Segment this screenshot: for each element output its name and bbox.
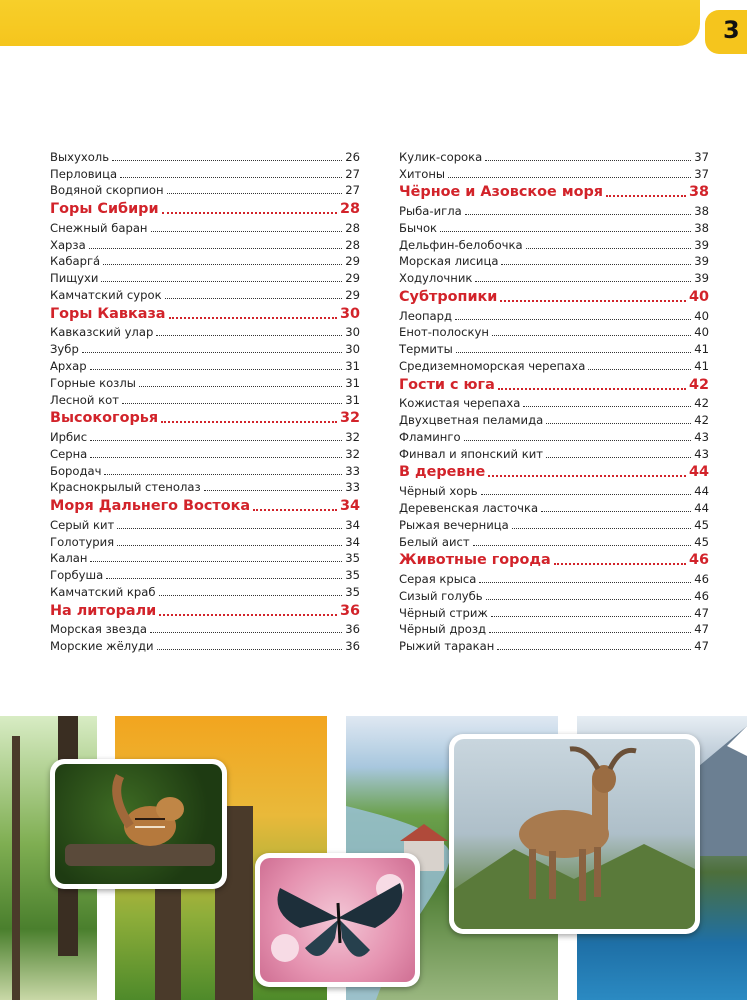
toc-entry — [399, 515, 709, 532]
dot-leader — [485, 160, 691, 161]
dot-leader — [167, 193, 343, 194]
toc-page-number: 38 — [688, 184, 709, 201]
dot-leader — [498, 388, 686, 390]
toc-title: Архар — [50, 358, 87, 373]
toc-title: Камчатский сурок — [50, 287, 162, 302]
toc-page-number: 33 — [345, 480, 360, 495]
toc-title: Краснокрылый стенолаз — [50, 480, 201, 495]
toc-page-number: 42 — [694, 413, 709, 428]
toc-title: Дельфин-белобочка — [399, 237, 523, 252]
toc-title: Кабарга́ — [50, 254, 101, 269]
toc-title: Морские жёлуди — [50, 639, 154, 654]
toc-title: Серна — [50, 446, 88, 461]
toc-page-number: 41 — [694, 358, 709, 373]
toc-title: Серая крыса — [399, 571, 477, 586]
toc-title: Чёрное и Азовское моря — [399, 184, 604, 201]
dot-leader — [157, 649, 343, 650]
dot-leader — [465, 214, 692, 215]
mountain-goat-icon — [454, 739, 695, 929]
dot-leader — [122, 403, 342, 404]
toc-page-number: 44 — [688, 464, 709, 481]
dot-leader — [120, 177, 342, 178]
toc-title: Белый аист — [399, 534, 470, 549]
dot-leader — [150, 632, 342, 633]
toc-page-number: 34 — [339, 497, 360, 514]
toc-title: Камчатский краб — [50, 584, 156, 599]
toc-title: Морская звезда — [50, 622, 148, 637]
toc-title: Кожистая черепаха — [399, 396, 521, 411]
dot-leader — [448, 177, 691, 178]
toc-page-number: 31 — [345, 375, 360, 390]
toc-title: Горы Сибири — [50, 200, 159, 217]
toc-entry — [50, 339, 360, 356]
toc-page-number: 40 — [694, 325, 709, 340]
dot-leader — [151, 231, 343, 232]
toc-title: Чёрный дрозд — [399, 622, 487, 637]
dot-leader — [501, 264, 691, 265]
toc-title: Чёрный стриж — [399, 605, 488, 620]
dot-leader — [492, 335, 691, 336]
toc-title: Кулик-сорока — [399, 149, 483, 164]
toc-entry — [399, 356, 709, 373]
toc-title: Леопард — [399, 308, 453, 323]
toc-section-heading — [399, 285, 709, 306]
toc-page-number: 33 — [345, 463, 360, 478]
toc-entry — [50, 478, 360, 495]
toc-section-heading — [50, 407, 360, 428]
page-number: 3 — [705, 10, 747, 54]
toc-page-number: 46 — [688, 552, 709, 569]
toc-title: Снежный баран — [50, 220, 148, 235]
toc-entry — [50, 390, 360, 407]
dot-leader — [606, 195, 686, 197]
dot-leader — [455, 319, 691, 320]
toc-page-number: 34 — [345, 517, 360, 532]
toc-page-number: 44 — [694, 484, 709, 499]
dot-leader — [489, 632, 691, 633]
toc-title: Финвал и японский кит — [399, 446, 543, 461]
toc-entry — [50, 218, 360, 235]
toc-section-heading — [50, 302, 360, 323]
toc-page-number: 37 — [694, 149, 709, 164]
toc-title: Кавказский улар — [50, 325, 154, 340]
toc-page-number: 35 — [345, 568, 360, 583]
toc-title: Калан — [50, 551, 88, 566]
dot-leader — [491, 616, 691, 617]
toc-title: Перловица — [50, 166, 118, 181]
toc-entry — [399, 410, 709, 427]
toc-section-heading — [399, 181, 709, 202]
toc-section-heading — [399, 549, 709, 570]
toc-page-number: 28 — [339, 200, 360, 217]
toc-section-heading — [50, 494, 360, 515]
toc-title: Хитоны — [399, 166, 446, 181]
toc-entry — [50, 164, 360, 181]
toc-entry — [50, 515, 360, 532]
dot-leader — [456, 352, 691, 353]
toc-page-number: 38 — [694, 203, 709, 218]
toc-entry — [399, 427, 709, 444]
toc-entry — [50, 427, 360, 444]
toc-page-number: 27 — [345, 183, 360, 198]
chipmunk-photo — [55, 764, 222, 884]
toc-title: На литорали — [50, 602, 157, 619]
toc-title: Рыжая вечерница — [399, 517, 509, 532]
toc-title: Животные города — [399, 552, 551, 569]
toc-page-number: 29 — [345, 254, 360, 269]
toc-page-number: 36 — [345, 639, 360, 654]
toc-page-number: 31 — [345, 358, 360, 373]
toc-entry — [50, 565, 360, 582]
dot-leader — [104, 474, 342, 475]
dot-leader — [159, 614, 337, 616]
dot-leader — [161, 421, 337, 423]
toc-title: Моря Дальнего Востока — [50, 497, 251, 514]
dot-leader — [90, 440, 342, 441]
toc-page-number: 28 — [345, 220, 360, 235]
toc-title: Рыжий таракан — [399, 639, 495, 654]
toc-page-number: 40 — [688, 288, 709, 305]
toc-entry — [399, 339, 709, 356]
toc-entry — [399, 481, 709, 498]
toc-entry — [399, 569, 709, 586]
toc-page-number: 30 — [345, 342, 360, 357]
toc-entry — [399, 636, 709, 653]
toc-page-number: 36 — [339, 602, 360, 619]
toc-page-number: 41 — [694, 342, 709, 357]
toc-page-number: 45 — [694, 517, 709, 532]
dot-leader — [554, 563, 686, 565]
toc-page-number: 35 — [345, 584, 360, 599]
toc-entry — [50, 181, 360, 198]
toc-entry — [50, 356, 360, 373]
dot-leader — [117, 528, 342, 529]
dot-leader — [479, 582, 691, 583]
toc-entry — [399, 323, 709, 340]
toc-page-number: 32 — [345, 446, 360, 461]
toc-left-column — [50, 147, 360, 653]
toc-section-heading — [399, 461, 709, 482]
toc-right-column — [399, 147, 709, 653]
toc-entry — [399, 444, 709, 461]
dot-leader — [546, 457, 691, 458]
toc-entry — [50, 268, 360, 285]
dot-leader — [546, 423, 691, 424]
toc-entry — [399, 235, 709, 252]
toc-title: Гости с юга — [399, 376, 495, 393]
dot-leader — [82, 352, 342, 353]
toc-page-number: 39 — [694, 271, 709, 286]
toc-page-number: 43 — [694, 446, 709, 461]
toc-entry — [50, 532, 360, 549]
toc-page-number: 36 — [345, 622, 360, 637]
toc-page-number: 38 — [694, 220, 709, 235]
toc-section-heading — [50, 197, 360, 218]
dot-leader — [541, 511, 691, 512]
toc-page-number: 47 — [694, 622, 709, 637]
toc-entry — [50, 147, 360, 164]
toc-title: Термиты — [399, 342, 453, 357]
dot-leader — [117, 545, 342, 546]
toc-page-number: 35 — [345, 551, 360, 566]
toc-entry — [50, 444, 360, 461]
dot-leader — [464, 440, 692, 441]
toc-title: Сизый голубь — [399, 588, 483, 603]
toc-entry — [399, 252, 709, 269]
dot-leader — [588, 369, 691, 370]
toc-entry — [50, 323, 360, 340]
dot-leader — [103, 264, 342, 265]
toc-title: Горбуша — [50, 568, 104, 583]
toc-title: Горы Кавказа — [50, 305, 166, 322]
toc-title: Голотурия — [50, 534, 115, 549]
dot-leader — [204, 490, 343, 491]
toc-entry — [399, 620, 709, 637]
toc-entry — [399, 164, 709, 181]
toc-page-number: 39 — [694, 254, 709, 269]
toc-title: Средиземноморская черепаха — [399, 358, 586, 373]
toc-entry — [50, 636, 360, 653]
toc-page-number: 32 — [339, 410, 360, 427]
toc-entry — [50, 285, 360, 302]
dot-leader — [440, 231, 691, 232]
toc-page-number: 29 — [345, 271, 360, 286]
dot-leader — [106, 578, 342, 579]
toc-title: Морская лисица — [399, 254, 499, 269]
dot-leader — [162, 212, 337, 214]
toc-page-number: 34 — [345, 534, 360, 549]
toc-title: Пищухи — [50, 271, 99, 286]
toc-title: Лесной кот — [50, 392, 119, 407]
dot-leader — [101, 281, 342, 282]
toc-title: Серый кит — [50, 517, 115, 532]
toc-entry — [399, 268, 709, 285]
toc-entry — [50, 373, 360, 390]
toc-section-heading — [399, 373, 709, 394]
toc-page-number: 30 — [345, 325, 360, 340]
butterfly-icon — [260, 858, 415, 982]
dot-leader — [488, 475, 686, 477]
toc-entry — [399, 532, 709, 549]
toc-entry — [399, 586, 709, 603]
mountain-goat-photo — [454, 739, 695, 929]
toc-title: Выхухоль — [50, 149, 110, 164]
toc-page-number: 37 — [694, 166, 709, 181]
header-band — [0, 0, 700, 46]
toc-entry — [399, 306, 709, 323]
toc-title: Зубр — [50, 342, 79, 357]
toc-entry — [399, 498, 709, 515]
dot-leader — [512, 528, 691, 529]
toc-entry — [50, 549, 360, 566]
toc-page-number: 28 — [345, 237, 360, 252]
toc-title: В деревне — [399, 464, 486, 481]
toc-entry — [399, 218, 709, 235]
toc-entry — [399, 603, 709, 620]
toc-page-number: 45 — [694, 534, 709, 549]
butterfly-photo-card — [255, 853, 420, 987]
dot-leader — [253, 509, 337, 511]
dot-leader — [523, 406, 691, 407]
dot-leader — [165, 298, 343, 299]
toc-entry — [50, 461, 360, 478]
toc-entry — [399, 147, 709, 164]
toc-entry — [399, 201, 709, 218]
toc-entry — [50, 252, 360, 269]
toc-entry — [50, 620, 360, 637]
toc-page-number: 42 — [694, 396, 709, 411]
toc-page-number: 47 — [694, 605, 709, 620]
toc-title: Бородач — [50, 463, 102, 478]
dot-leader — [481, 494, 692, 495]
dot-leader — [475, 281, 691, 282]
toc-page-number: 26 — [345, 149, 360, 164]
toc-title: Рыба-игла — [399, 203, 462, 218]
toc-section-heading — [50, 599, 360, 620]
chipmunk-photo-card — [50, 759, 227, 889]
toc-title: Деревенская ласточка — [399, 500, 539, 515]
toc-title: Фламинго — [399, 429, 461, 444]
dot-leader — [90, 457, 342, 458]
toc-title: Ирбис — [50, 429, 88, 444]
dot-leader — [112, 160, 342, 161]
toc-page-number: 29 — [345, 287, 360, 302]
toc-title: Субтропики — [399, 288, 498, 305]
toc-page-number: 46 — [694, 571, 709, 586]
photo-strip — [0, 716, 747, 1000]
toc-entry — [50, 235, 360, 252]
dot-leader — [497, 649, 691, 650]
toc-title: Бычок — [399, 220, 438, 235]
toc-page-number: 47 — [694, 639, 709, 654]
dot-leader — [90, 561, 342, 562]
toc-title: Водяной скорпион — [50, 183, 164, 198]
dot-leader — [500, 300, 686, 302]
mountain-goat-photo-card — [449, 734, 700, 934]
toc-page-number: 44 — [694, 500, 709, 515]
toc-page-number: 30 — [339, 305, 360, 322]
toc-page-number: 31 — [345, 392, 360, 407]
toc-title: Двухцветная пеламида — [399, 413, 544, 428]
toc-page-number: 40 — [694, 308, 709, 323]
toc-entry — [399, 394, 709, 411]
toc-page-number: 32 — [345, 429, 360, 444]
toc-title: Горные козлы — [50, 375, 136, 390]
dot-leader — [139, 386, 342, 387]
toc-page-number: 39 — [694, 237, 709, 252]
dot-leader — [89, 248, 343, 249]
dot-leader — [473, 545, 692, 546]
dot-leader — [90, 369, 343, 370]
toc-entry — [50, 582, 360, 599]
toc-title: Высокогорья — [50, 410, 159, 427]
toc-page-number: 43 — [694, 429, 709, 444]
dot-leader — [159, 595, 343, 596]
dot-leader — [526, 248, 692, 249]
dot-leader — [156, 335, 342, 336]
toc-title: Енот-полоскун — [399, 325, 489, 340]
butterfly-photo — [260, 858, 415, 982]
toc-page-number: 42 — [688, 376, 709, 393]
toc-title: Харза — [50, 237, 86, 252]
toc-title: Чёрный хорь — [399, 484, 478, 499]
dot-leader — [486, 599, 692, 600]
toc-title: Ходулочник — [399, 271, 473, 286]
toc-page-number: 46 — [694, 588, 709, 603]
toc-page-number: 27 — [345, 166, 360, 181]
dot-leader — [169, 317, 337, 319]
chipmunk-icon — [55, 764, 222, 884]
